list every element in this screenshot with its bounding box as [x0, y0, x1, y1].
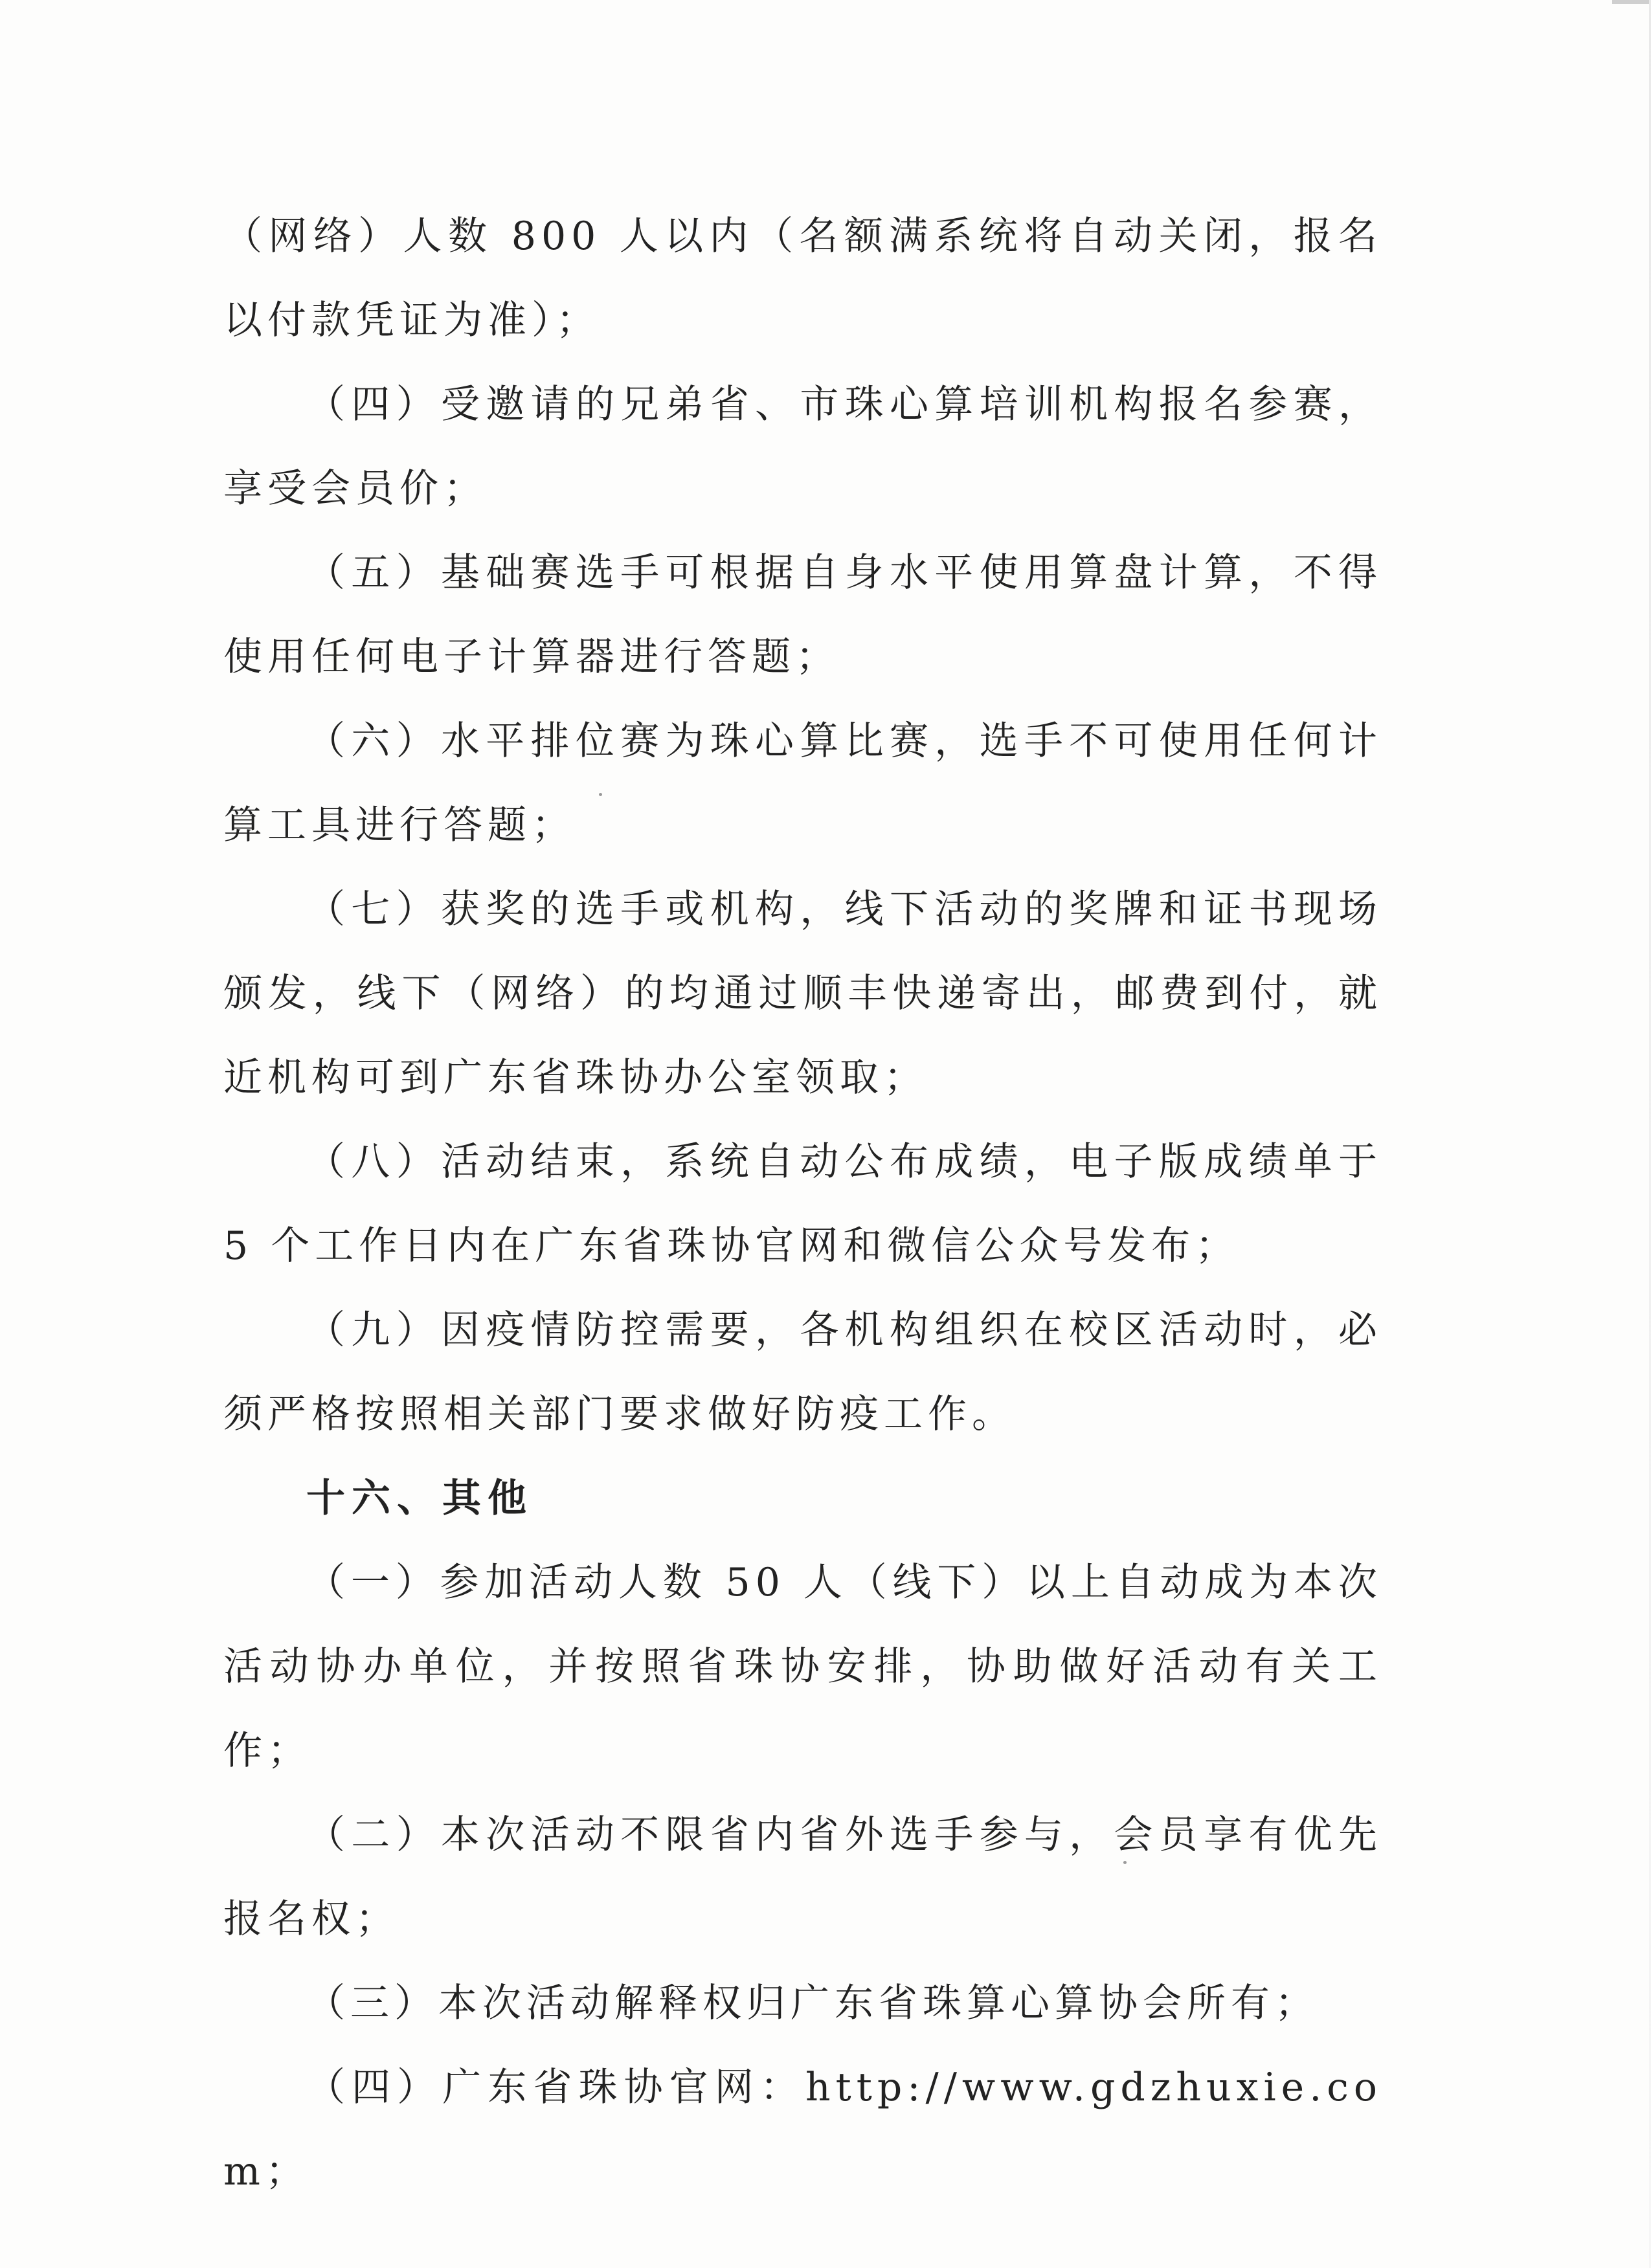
section-item-3: （三）本次活动解释权归广东省珠算心算协会所有；: [306, 1981, 1319, 2026]
section-heading: 十六、其他: [306, 1476, 533, 1521]
paragraph-item-8: （八）活动结束，系统自动公布成绩，电子版成绩单于 5 个工作日内在广东省珠协官网和微信公众号发布；: [223, 1139, 1382, 1269]
section-item-2: （二）本次活动不限省内省外选手参与，会员享有优先报名权；: [223, 1812, 1382, 1942]
paragraph-item-7: （七）获奖的选手或机构，线下活动的奖牌和证书现场颁发，线下（网络）的均通过顺丰快递寄出，邮费到付，就近机构可到广东省珠协办公室领取；: [223, 887, 1382, 1100]
paragraph-item-4: （四）受邀请的兄弟省、市珠心算培训机构报名参赛，享受会员价；: [223, 382, 1382, 511]
paragraph-item-9: （九）因疫情防控需要，各机构组织在校区活动时，必须严格按照相关部门要求做好防疫工作。: [223, 1307, 1382, 1437]
paragraph-item-6: （六）水平排位赛为珠心算比赛，选手不可使用任何计算工具进行答题；: [223, 718, 1382, 848]
paragraph-continuation: （网络）人数 800 人以内（名额满系统将自动关闭，报名以付款凭证为准）；: [223, 214, 1382, 343]
paragraph-item-5: （五）基础赛选手可根据自身水平使用算盘计算，不得使用任何电子计算器进行答题；: [223, 550, 1382, 680]
scan-edge-mark: [1612, 0, 1651, 4]
section-item-4-website: （四）广东省珠协官网：http://www.gdzhuxie.com；: [223, 2065, 1382, 2194]
scan-speck: [599, 793, 602, 796]
document-body: [223, 194, 1382, 2214]
scan-speck: [1123, 1861, 1127, 1864]
section-item-1: （一）参加活动人数 50 人（线下）以上自动成为本次活动协办单位，并按照省珠协安排，协助做好活动有关工作；: [223, 1560, 1382, 1773]
